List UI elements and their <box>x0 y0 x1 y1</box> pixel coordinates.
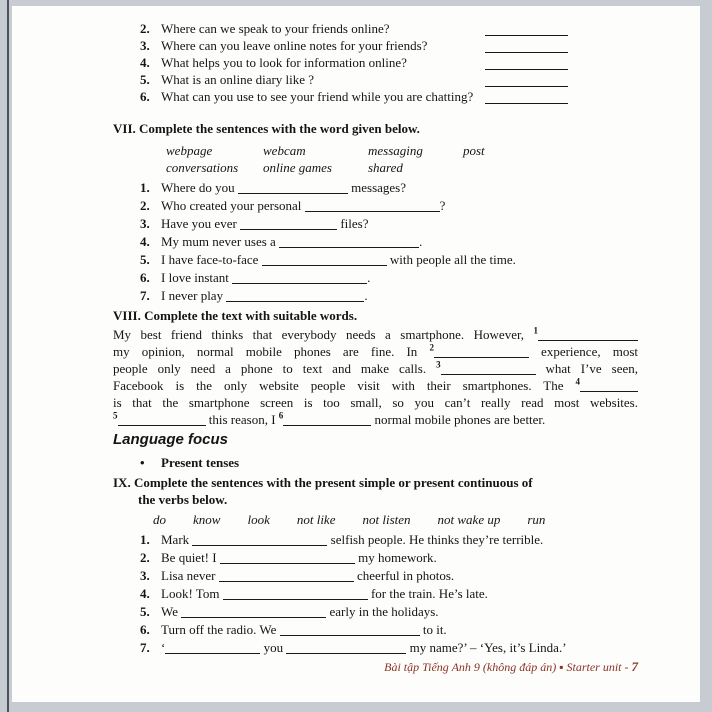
sentence-text: . <box>367 270 371 285</box>
word-bank-word: not wake up <box>437 512 501 527</box>
exercise-item-row <box>113 20 638 37</box>
word-bank-word: post <box>463 143 485 158</box>
exercise-item-row <box>113 54 638 71</box>
item-number: 5. <box>140 72 150 87</box>
section-9-title-line-2: the verbs below. <box>138 492 228 507</box>
section-7-word-bank <box>166 142 638 176</box>
sentence-text: experience, most <box>528 344 638 359</box>
answer-blank-line <box>226 289 364 302</box>
footer-page-number: 7 <box>631 659 638 674</box>
sentence-text: my opinion, normal mobile phones are fine. In <box>113 344 430 359</box>
present-tenses-bullet-row <box>113 454 638 471</box>
exercise-item-row <box>113 88 638 105</box>
item-number: 5. <box>140 604 150 619</box>
word-bank-word: conversations <box>166 160 239 175</box>
answer-blank-line <box>538 328 638 341</box>
exercise-item-row <box>113 585 638 603</box>
gap-number: 4 <box>575 376 580 387</box>
word-bank-word <box>463 159 638 176</box>
item-number: 7. <box>140 288 150 303</box>
gap-text-line <box>113 411 638 428</box>
section-9-word-bank <box>153 511 638 528</box>
answer-blank-line <box>262 253 387 266</box>
answer-blank-line <box>580 379 638 392</box>
sentence-text: for the train. He’s late. <box>367 586 488 601</box>
book-spine-shadow <box>7 0 9 712</box>
sentence-text: cheerful in photos. <box>353 568 455 583</box>
sentence-text: my name?’ – ‘Yes, it’s Linda.’ <box>406 640 567 655</box>
sentence-text: you <box>260 640 287 655</box>
answer-blank-line <box>485 35 568 36</box>
item-number: 7. <box>140 640 150 655</box>
sentence-text: . <box>419 234 423 249</box>
section-9-items <box>113 531 638 657</box>
answer-blank-line <box>220 551 355 564</box>
workbook-page <box>12 6 700 702</box>
sentence-text: what I’ve seen, <box>535 361 638 376</box>
gap-number: 1 <box>533 325 538 336</box>
sentence-text: ? <box>439 198 446 213</box>
word-bank-word: webcam <box>263 143 306 158</box>
item-number: 6. <box>140 89 150 104</box>
item-number: 4. <box>140 586 150 601</box>
answer-blank-line <box>485 69 568 70</box>
gap-text-line <box>113 326 638 343</box>
exercise-item-row <box>113 287 638 305</box>
exercise-item-row <box>113 179 638 197</box>
sentence-text: this reason, I <box>205 412 279 427</box>
answer-blank-line <box>192 533 327 546</box>
question-text: Where can you leave online notes for your friends? <box>161 38 428 53</box>
item-number: 5. <box>140 252 150 267</box>
sentence-text: My best friend thinks that everybody needs a smartphone. However, <box>113 327 534 342</box>
exercise-item-row <box>113 197 638 215</box>
sentence-text: Who created your personal <box>161 198 305 213</box>
gap-number: 3 <box>436 359 441 370</box>
answer-blank-line <box>181 605 326 618</box>
answer-blank-line <box>165 641 260 654</box>
question-text: What is an online diary like ? <box>161 72 315 87</box>
word-bank-word: shared <box>368 160 403 175</box>
exercise-item-row <box>113 621 638 639</box>
exercise-item-row <box>113 71 638 88</box>
sentence-text: I have face-to-face <box>161 252 262 267</box>
section-7-items <box>113 179 638 305</box>
gap-text-line <box>113 360 638 377</box>
bullet-icon: • <box>140 455 145 470</box>
gap-number: 6 <box>278 410 284 421</box>
item-number: 2. <box>140 550 150 565</box>
exercise-item-row <box>113 531 638 549</box>
answer-blank-line <box>305 199 440 212</box>
sentence-text: Lisa never <box>161 568 219 583</box>
sentence-text: normal mobile phones are better. <box>371 412 546 427</box>
word-bank-word: online games <box>263 160 332 175</box>
item-number: 2. <box>140 198 150 213</box>
sentence-text: Mark <box>161 532 193 547</box>
word-bank-word: look <box>247 512 270 527</box>
answer-blank-line <box>485 86 568 87</box>
sentence-text: to it. <box>419 622 447 637</box>
answer-blank-line <box>279 235 419 248</box>
gap-number: 2 <box>429 342 434 353</box>
sentence-text: messages? <box>347 180 407 195</box>
item-number: 6. <box>140 622 150 637</box>
section-9-title <box>113 474 638 508</box>
sentence-text: Have you ever <box>161 216 241 231</box>
question-text: What helps you to look for information online? <box>161 55 407 70</box>
exercise-item-row <box>113 233 638 251</box>
answer-blank-line <box>441 362 536 375</box>
gap-text-line <box>113 377 638 394</box>
item-number: 6. <box>140 270 150 285</box>
language-focus-heading: Language focus <box>113 431 229 448</box>
word-bank-word: know <box>193 512 221 527</box>
sentence-text: my homework. <box>354 550 437 565</box>
gap-number: 5 <box>113 410 118 421</box>
question-text: Where can we speak to your friends online? <box>161 21 390 36</box>
section-9-title-line-1: IX. Complete the sentences with the present simple or present continuous of <box>113 475 533 490</box>
sentence-text: ‘ <box>161 640 166 655</box>
sentence-text: is that the smartphone screen is too small, so you can’t really read most websites. <box>113 395 638 410</box>
exercise-item-row <box>113 603 638 621</box>
item-number: 1. <box>140 180 150 195</box>
item-number: 2. <box>140 21 150 36</box>
sentence-text: early in the holidays. <box>326 604 439 619</box>
item-number: 4. <box>140 55 150 70</box>
sentence-text: Facebook is the only website people visit with their smartphones. The <box>113 378 576 393</box>
page-content <box>113 20 638 675</box>
answer-blank-line <box>286 641 406 654</box>
sentence-text: files? <box>337 216 369 231</box>
section-8-title: VIII. Complete the text with suitable words. <box>113 308 358 323</box>
exercise-item-row <box>113 639 638 657</box>
sentence-text: people only need a phone to text and make calls. <box>113 361 437 376</box>
answer-blank-line <box>240 217 337 230</box>
word-bank-word: not like <box>296 512 336 527</box>
sentence-text: Where do you <box>161 180 238 195</box>
item-number: 1. <box>140 532 150 547</box>
section-8-gap-text <box>113 326 638 428</box>
answer-blank-line <box>232 271 367 284</box>
sentence-text: My mum never uses a <box>161 234 280 249</box>
sentence-text: Be quiet! I <box>161 550 220 565</box>
exercise-item-row <box>113 251 638 269</box>
word-bank-word: run <box>527 512 546 527</box>
answer-blank-line <box>485 103 568 104</box>
sentence-text: Turn off the radio. We <box>161 622 280 637</box>
exercise-item-row <box>113 269 638 287</box>
word-bank-word: webpage <box>166 143 213 158</box>
item-number: 4. <box>140 234 150 249</box>
sentence-text: Look! Tom <box>161 586 223 601</box>
present-tenses-label: Present tenses <box>161 455 240 470</box>
answer-blank-line <box>219 569 354 582</box>
top-questions-list <box>113 20 638 105</box>
word-bank-word: messaging <box>368 143 423 158</box>
answer-blank-line <box>434 345 529 358</box>
section-7-title: VII. Complete the sentences with the word given below. <box>113 121 420 136</box>
answer-blank-line <box>223 587 368 600</box>
answer-blank-line <box>485 52 568 53</box>
sentence-text: I love instant <box>161 270 233 285</box>
gap-text-line <box>113 394 638 411</box>
item-number: 3. <box>140 216 150 231</box>
page-footer <box>113 659 638 675</box>
sentence-text: selfish people. He thinks they’re terrible. <box>327 532 544 547</box>
exercise-item-row <box>113 567 638 585</box>
answer-blank-line <box>118 413 206 426</box>
exercise-item-row <box>113 549 638 567</box>
word-bank-word: do <box>153 512 166 527</box>
answer-blank-line <box>238 181 348 194</box>
item-number: 3. <box>140 38 150 53</box>
sentence-text: We <box>161 604 182 619</box>
answer-blank-line <box>280 623 420 636</box>
sentence-text: . <box>364 288 368 303</box>
gap-text-line <box>113 343 638 360</box>
exercise-item-row <box>113 37 638 54</box>
sentence-text: I never play <box>161 288 227 303</box>
word-bank-word: not listen <box>362 512 411 527</box>
footer-text: Bài tập Tiếng Anh 9 (không đáp án) ▪ Starter unit - <box>384 660 632 674</box>
sentence-text: with people all the time. <box>386 252 516 267</box>
answer-blank-line <box>283 413 371 426</box>
question-text: What can you use to see your friend while you are chatting? <box>161 89 474 104</box>
exercise-item-row <box>113 215 638 233</box>
item-number: 3. <box>140 568 150 583</box>
